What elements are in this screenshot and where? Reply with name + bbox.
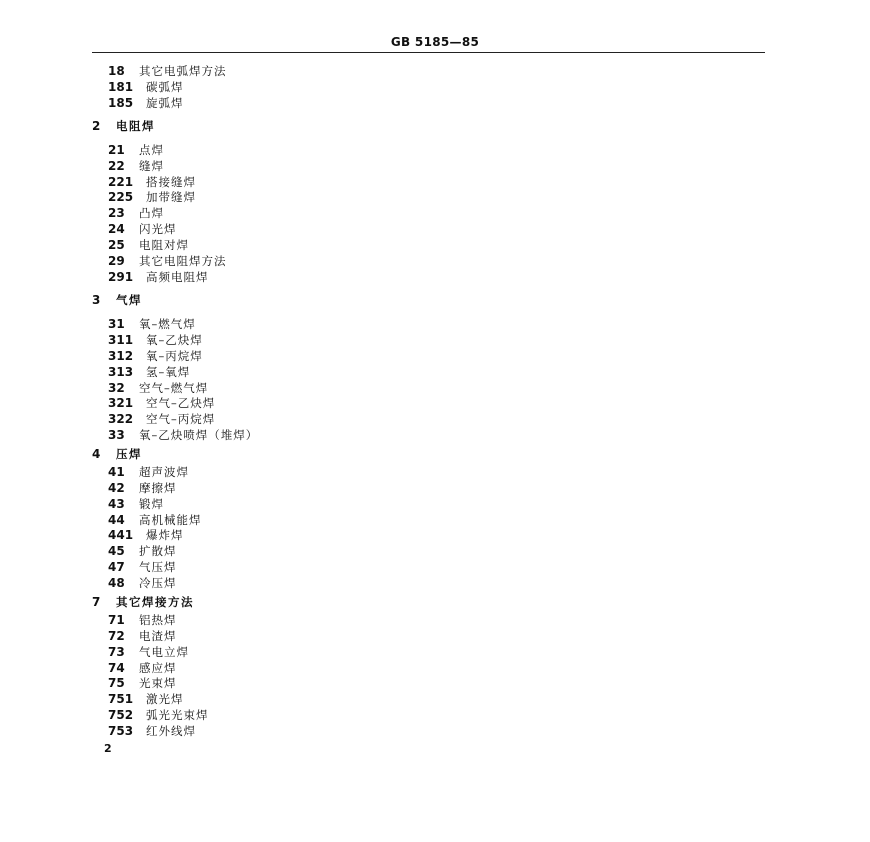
process-name: 缝焊 [139, 159, 164, 173]
process-code: 181 [108, 80, 134, 94]
process-name: 空气–燃气焊 [139, 381, 209, 395]
process-code: 321 [108, 396, 134, 410]
process-code: 221 [108, 175, 134, 189]
process-code: 25 [108, 238, 125, 252]
process-code: 322 [108, 412, 134, 426]
process-name: 氢–氧焊 [146, 365, 191, 379]
process-name: 锻焊 [139, 497, 164, 511]
process-code: 71 [108, 613, 125, 627]
process-code: 3 [92, 293, 101, 307]
process-name: 空气–丙烷焊 [146, 412, 216, 426]
process-name: 搭接缝焊 [146, 175, 196, 189]
process-name: 感应焊 [139, 661, 177, 675]
process-code: 31 [108, 317, 125, 331]
process-code: 74 [108, 661, 125, 675]
process-code: 21 [108, 143, 125, 157]
process-code: 291 [108, 270, 134, 284]
document-header-title: GB 5185—85 [390, 35, 480, 49]
process-name: 电阻焊 [116, 119, 155, 133]
process-code: 33 [108, 428, 125, 442]
process-code: 32 [108, 381, 125, 395]
process-code: 752 [108, 708, 134, 722]
process-code: 753 [108, 724, 134, 738]
process-name: 电阻对焊 [139, 238, 189, 252]
process-name: 铝热焊 [139, 613, 177, 627]
process-name: 氧–乙炔焊 [146, 333, 203, 347]
process-name: 其它电阻焊方法 [139, 254, 227, 268]
process-code: 42 [108, 481, 125, 495]
process-name: 超声波焊 [139, 465, 189, 479]
process-name: 激光焊 [146, 692, 184, 706]
process-name: 红外线焊 [146, 724, 196, 738]
process-name: 光束焊 [139, 676, 177, 690]
process-code: 7 [92, 595, 101, 609]
process-code: 751 [108, 692, 134, 706]
process-name: 其它焊接方法 [116, 595, 194, 609]
process-name: 碳弧焊 [146, 80, 184, 94]
process-name: 气压焊 [139, 560, 177, 574]
process-name: 摩擦焊 [139, 481, 177, 495]
process-code: 75 [108, 676, 125, 690]
process-name: 气焊 [116, 293, 142, 307]
header-rule [92, 52, 765, 53]
process-name: 凸焊 [139, 206, 164, 220]
process-code: 225 [108, 190, 134, 204]
process-code: 311 [108, 333, 134, 347]
process-name: 高频电阻焊 [146, 270, 209, 284]
page-number: 2 [104, 742, 112, 755]
process-name: 氧–燃气焊 [139, 317, 196, 331]
process-name: 弧光光束焊 [146, 708, 209, 722]
process-code: 18 [108, 64, 125, 78]
process-code: 24 [108, 222, 125, 236]
process-code: 45 [108, 544, 125, 558]
process-name: 扩散焊 [139, 544, 177, 558]
process-code: 72 [108, 629, 125, 643]
process-name: 闪光焊 [139, 222, 177, 236]
process-code: 73 [108, 645, 125, 659]
process-name: 高机械能焊 [139, 513, 202, 527]
process-code: 48 [108, 576, 125, 590]
process-code: 29 [108, 254, 125, 268]
process-code: 22 [108, 159, 125, 173]
process-name: 氧–乙炔喷焊（堆焊） [139, 428, 259, 442]
process-code: 23 [108, 206, 125, 220]
process-code: 2 [92, 119, 101, 133]
process-code: 41 [108, 465, 125, 479]
process-name: 点焊 [139, 143, 164, 157]
process-name: 冷压焊 [139, 576, 177, 590]
process-code: 4 [92, 447, 101, 461]
process-name: 其它电弧焊方法 [139, 64, 227, 78]
process-code: 43 [108, 497, 125, 511]
process-name: 压焊 [116, 447, 142, 461]
process-code: 313 [108, 365, 134, 379]
process-name: 氧–丙烷焊 [146, 349, 203, 363]
process-code: 441 [108, 528, 134, 542]
process-name: 电渣焊 [139, 629, 177, 643]
process-code: 44 [108, 513, 125, 527]
process-code: 185 [108, 96, 134, 110]
process-code: 312 [108, 349, 134, 363]
process-code: 47 [108, 560, 125, 574]
process-name: 旋弧焊 [146, 96, 184, 110]
process-name: 空气–乙炔焊 [146, 396, 216, 410]
process-name: 加带缝焊 [146, 190, 196, 204]
process-name: 爆炸焊 [146, 528, 184, 542]
process-name: 气电立焊 [139, 645, 189, 659]
